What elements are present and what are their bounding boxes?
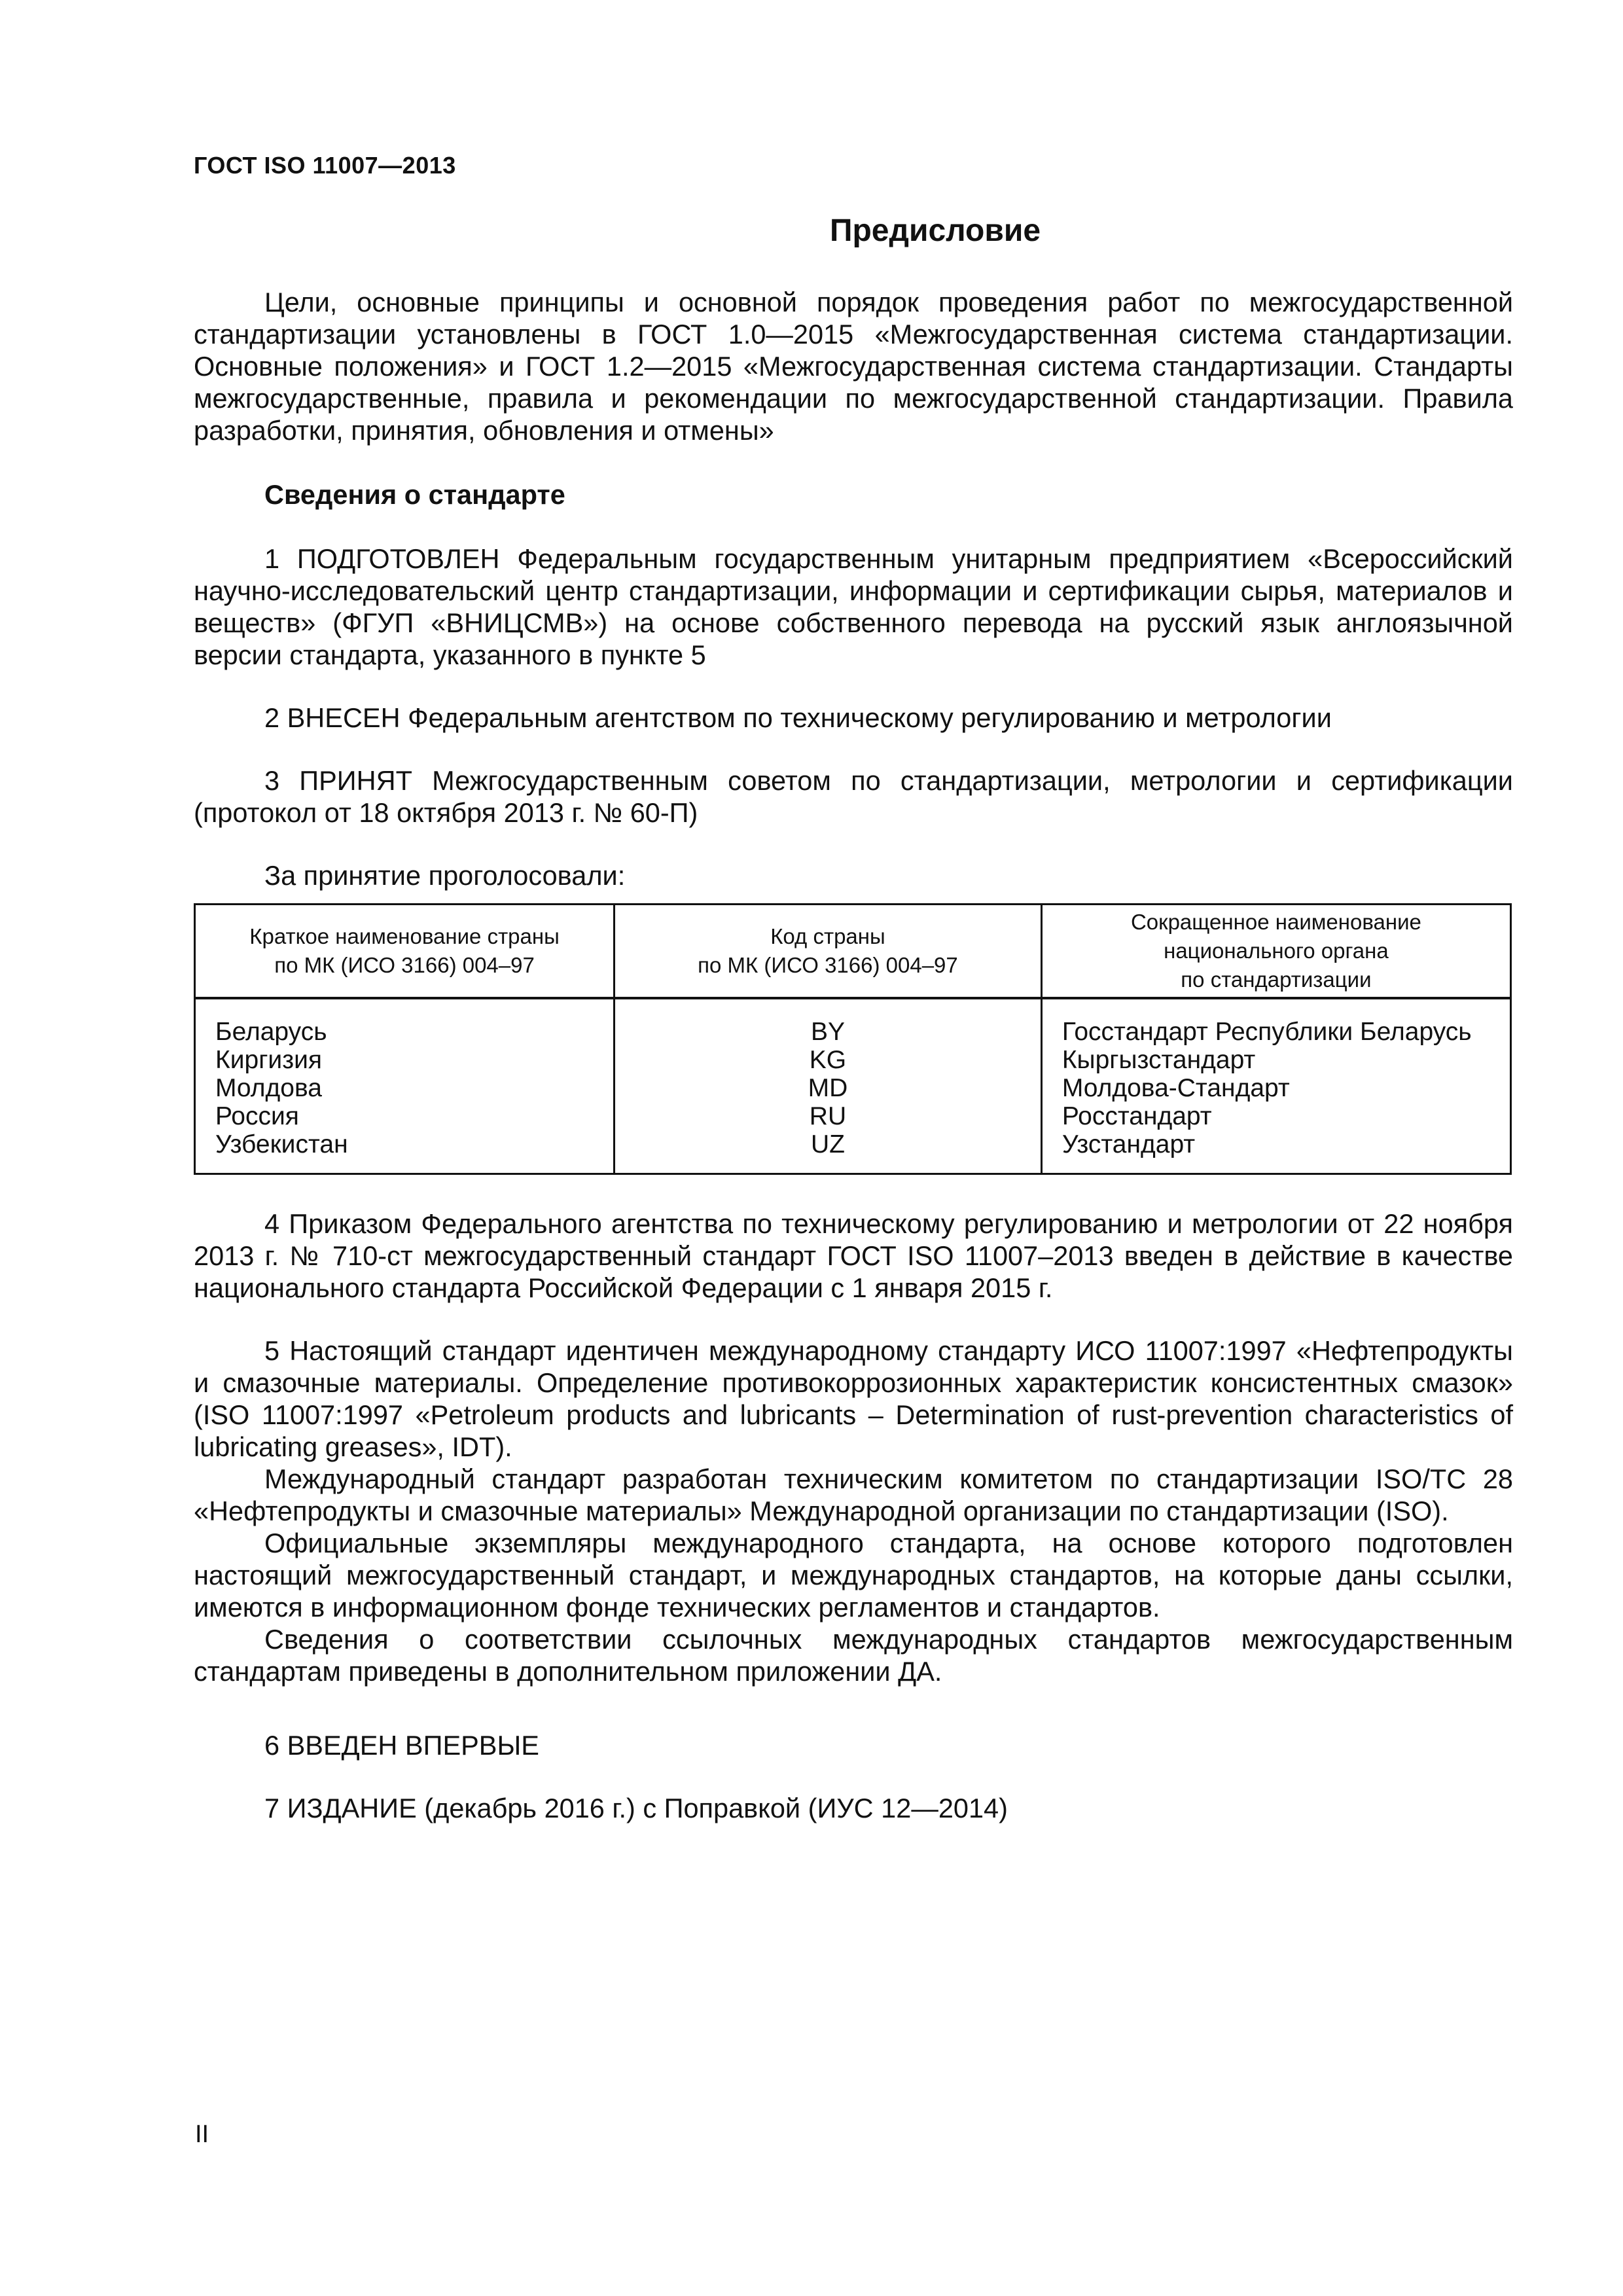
- header-country-code: Код страны по МК (ИСО 3166) 004–97: [615, 905, 1042, 999]
- table-cell: KG: [809, 1046, 847, 1074]
- table-cell: Узстандарт: [1061, 1130, 1196, 1158]
- page-title: Предисловие: [829, 213, 1041, 248]
- table-cell: Беларусь: [215, 1018, 327, 1046]
- item-3-adopted: 3 ПРИНЯТ Межгосударственным советом по стандартизации, метрологии и сертификации (протокол от 18 октября 2013 г. № 60-П): [194, 765, 1513, 828]
- vote-intro: За принятие проголосовали:: [264, 860, 626, 891]
- table-cell: RU: [809, 1102, 847, 1130]
- table-cell: UZ: [810, 1130, 845, 1158]
- item-5-references: Сведения о соответствии ссылочных международных стандартов межгосударственным стандартам приведены в дополнительном приложении ДА.: [194, 1624, 1513, 1687]
- header-country-name: Краткое наименование страны по МК (ИСО 3166) 004–97: [195, 905, 615, 999]
- item-1-prepared: 1 ПОДГОТОВЛЕН Федеральным государственным унитарным предприятием «Всероссийский научно-исследовательский центр стандартизации, информации и сертификации сырья, материалов и веществ» (ФГУП «ВНИЦСМВ») на основе собственного перевода на русский язык англоязычной версии стандарта, указанного в пункте 5: [194, 543, 1513, 670]
- item-5-committee: Международный стандарт разработан техническим комитетом по стандартизации ISO/TC 28 «Нефтепродукты и смазочные материалы» Международной организации по стандартизации (ISO).: [194, 1463, 1513, 1526]
- standards-bodies-cell: [1041, 1007, 1510, 1174]
- table-cell: Росстандарт: [1061, 1102, 1212, 1130]
- header-standards-body: Сокращенное наименование национального органа по стандартизации: [1041, 905, 1510, 999]
- voting-countries-table: [194, 903, 1512, 1175]
- table-cell: BY: [810, 1018, 845, 1046]
- table-header-row: [195, 905, 1511, 999]
- item-5-official-copies: Официальные экземпляры международного стандарта, на основе которого подготовлен настоящий межгосударственный стандарт, и международных стандартов, на которые даны ссылки, имеются в информационном фонде технических регламентов и стандартов.: [194, 1528, 1513, 1623]
- table-body-row: [195, 1007, 1511, 1174]
- document-code-header: ГОСТ ISO 11007—2013: [194, 152, 456, 179]
- table-cell: Госстандарт Республики Беларусь: [1061, 1018, 1472, 1046]
- item-5-identity: 5 Настоящий стандарт идентичен международному стандарту ИСО 11007:1997 «Нефтепродукты и смазочные материалы. Определение противокоррозионных характеристик консистентных смазок» (ISO 11007:1997 «Petroleum products and lubricants – Determination of rust-prevention characteristics of lubricating greases», IDT).: [194, 1335, 1513, 1462]
- item-4-order: 4 Приказом Федерального агентства по техническому регулированию и метрологии от 22 ноября 2013 г. № 710-ст межгосударственный стандарт ГОСТ ISO 11007–2013 введен в действие в качестве национального стандарта Российской Федерации с 1 января 2015 г.: [194, 1208, 1513, 1303]
- page-content: [194, 209, 1513, 1824]
- table-cell: Кыргызстандарт: [1061, 1046, 1256, 1074]
- page-number: II: [195, 2121, 209, 2148]
- item-2-submitted: 2 ВНЕСЕН Федеральным агентством по техническому регулированию и метрологии: [264, 702, 1332, 733]
- table-cell: Киргизия: [215, 1046, 322, 1074]
- country-codes-cell: [615, 1007, 1042, 1174]
- intro-paragraph: Цели, основные принципы и основной порядок проведения работ по межгосударственной стандартизации установлены в ГОСТ 1.0—2015 «Межгосударственная система стандартизации. Основные положения» и ГОСТ 1.2—2015 «Межгосударственная система стандартизации. Стандарты межгосударственные, правила и рекомендации по межгосударственной стандартизации. Правила разработки, принятия, обновления и отмены»: [194, 287, 1513, 446]
- table-cell: Молдова: [215, 1074, 322, 1102]
- table-cell: Узбекистан: [215, 1130, 348, 1158]
- country-names-cell: [195, 1007, 615, 1174]
- section-heading: Сведения о стандарте: [264, 479, 565, 510]
- table-cell: Россия: [215, 1102, 299, 1130]
- item-7-edition: 7 ИЗДАНИЕ (декабрь 2016 г.) с Поправкой (ИУС 12—2014): [264, 1793, 1008, 1823]
- table-cell: MD: [808, 1074, 848, 1102]
- table-cell: Молдова-Стандарт: [1061, 1074, 1290, 1102]
- item-6-introduced: 6 ВВЕДЕН ВПЕРВЫЕ: [264, 1730, 539, 1761]
